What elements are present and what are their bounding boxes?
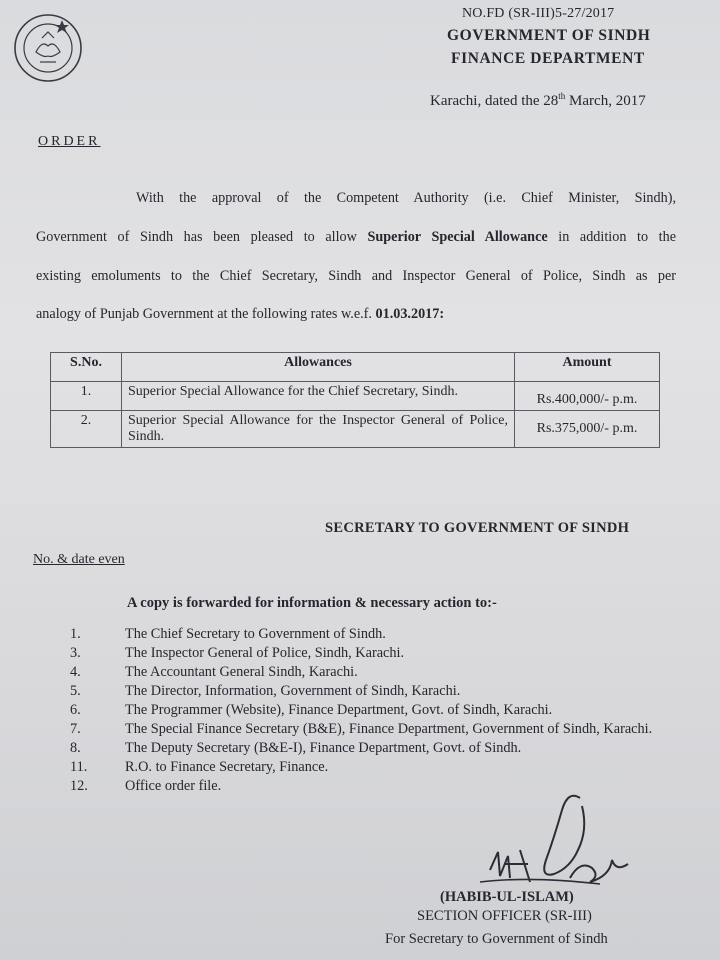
list-item: 8. The Deputy Secretary (B&E-I), Finance Department, Govt. of Sindh. [70, 740, 522, 756]
list-item: 7. The Special Finance Secretary (B&E), Finance Department, Government of Sindh, Karachi. [70, 721, 653, 737]
row-amount: Rs.400,000/- p.m. [515, 382, 660, 411]
copy-forward-heading: A copy is forwarded for information & necessary action to:- [127, 595, 497, 611]
number-date-line: No. & date even [33, 552, 125, 567]
date-line: Karachi, dated the 28th March, 2017 [430, 91, 646, 109]
government-header: GOVERNMENT OF SINDH [447, 27, 651, 44]
table-row [51, 411, 660, 448]
department-header: FINANCE DEPARTMENT [451, 50, 645, 67]
list-item: 4. The Accountant General Sindh, Karachi. [70, 664, 358, 680]
row-amount: Rs.375,000/- p.m. [515, 411, 660, 448]
signatory-designation: SECTION OFFICER (SR-III) [417, 908, 592, 924]
list-item: 11. R.O. to Finance Secretary, Finance. [70, 759, 329, 775]
row-allowance: Superior Special Allowance for the Chief Secretary, Sindh. [122, 382, 515, 411]
column-header-allowances: Allowances [122, 353, 515, 382]
column-header-amount: Amount [515, 353, 660, 382]
government-seal-icon [12, 12, 84, 84]
order-paragraph-line-2: Government of Sindh has been pleased to allow Superior Special Allowance in addition to the [36, 229, 676, 245]
list-item: 12. Office order file. [70, 778, 222, 794]
order-paragraph-line-4: analogy of Punjab Government at the following rates w.e.f. 01.03.2017: [36, 306, 445, 322]
table-row [51, 382, 660, 411]
signatory-for-line: For Secretary to Government of Sindh [385, 931, 608, 947]
row-sno: 1. [51, 382, 122, 411]
secretary-title: SECRETARY TO GOVERNMENT OF SINDH [325, 520, 630, 536]
row-allowance: Superior Special Allowance for the Inspector General of Police, Sindh. [122, 411, 515, 448]
list-item: 3. The Inspector General of Police, Sindh, Karachi. [70, 645, 405, 661]
table-header-row [51, 353, 660, 382]
row-sno: 2. [51, 411, 122, 448]
reference-number: NO.FD (SR-III)5-27/2017 [462, 6, 615, 21]
list-item: 5. The Director, Information, Government of Sindh, Karachi. [70, 683, 461, 699]
list-item: 6. The Programmer (Website), Finance Department, Govt. of Sindh, Karachi. [70, 702, 553, 718]
copy-recipient-list [70, 626, 676, 797]
list-item: 1. The Chief Secretary to Government of Sindh. [70, 626, 386, 642]
column-header-sno: S.No. [51, 353, 122, 382]
order-title: ORDER [38, 134, 101, 149]
order-paragraph-line-1: With the approval of the Competent Authority (i.e. Chief Minister, Sindh), [136, 190, 676, 206]
allowance-table [50, 352, 660, 448]
order-paragraph-line-3: existing emoluments to the Chief Secretary, Sindh and Inspector General of Police, Sindh as per [36, 268, 676, 284]
signatory-name: (HABIB-UL-ISLAM) [440, 889, 574, 905]
